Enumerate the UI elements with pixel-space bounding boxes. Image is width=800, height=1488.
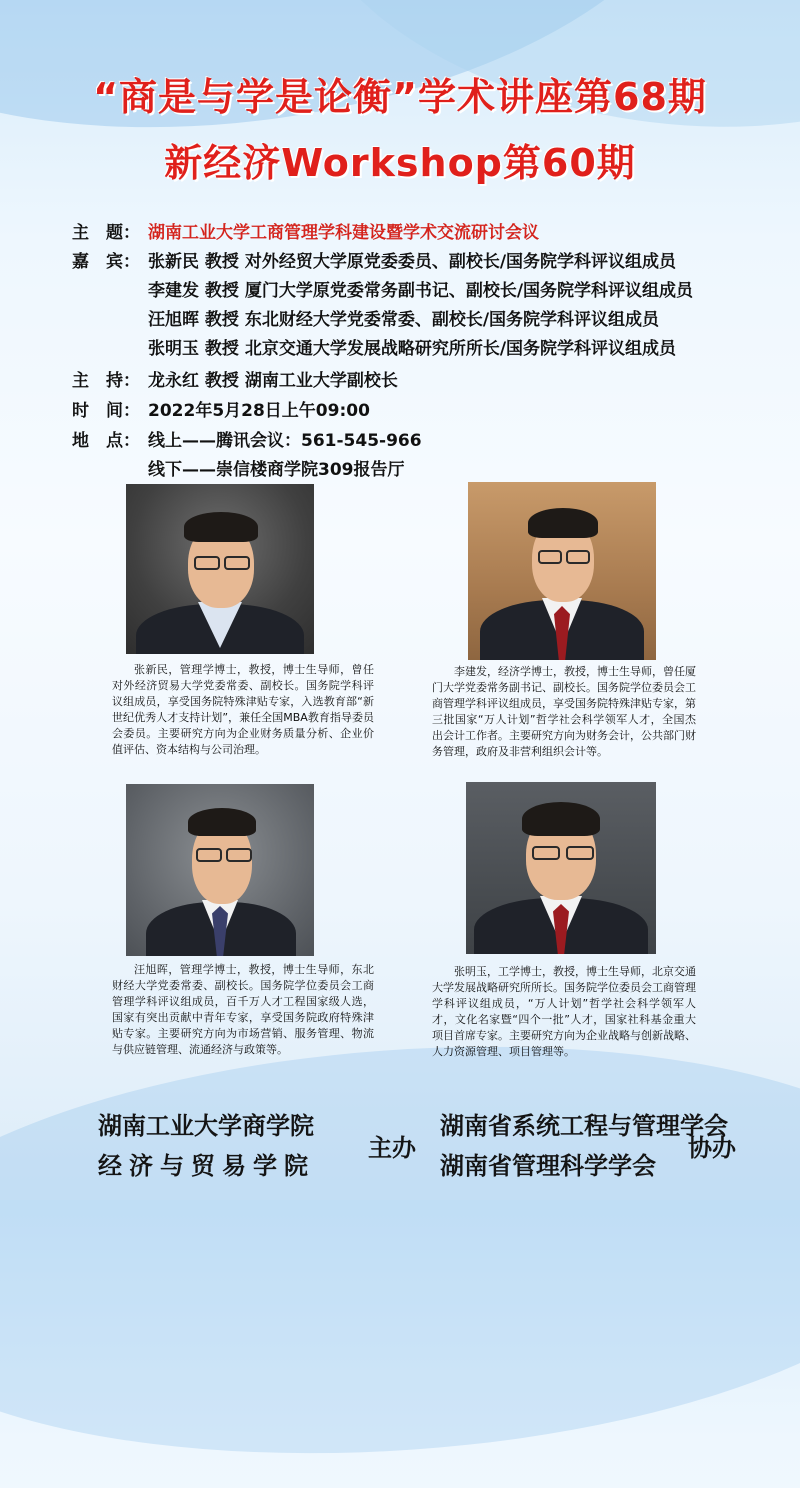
location-row bbox=[72, 426, 422, 451]
guest-bio-2: 李建发，经济学博士，教授，博士生导师，曾任厦门大学党委常务副书记、副校长。国务院学位委员会工商管理学科评议组成员，享受国务院特殊津贴专家，第三批国家“万人计划”哲学社会科学领军人才，全国杰出会计工作者。主要研究方向为财务会计，公共部门财务管理，政府及非营利组织会计等。 bbox=[432, 665, 696, 758]
host-role: 主办 bbox=[368, 1133, 416, 1162]
glasses-icon bbox=[566, 846, 594, 860]
photo-hair bbox=[184, 512, 258, 542]
glasses-icon bbox=[538, 550, 562, 564]
host-label: 主 持： bbox=[72, 371, 140, 391]
guests-row bbox=[72, 247, 676, 272]
glasses-icon bbox=[194, 556, 220, 570]
time-value: 2022年5月28日上午09:00 bbox=[148, 401, 370, 421]
co-org-2: 湖南省管理科学学会 bbox=[440, 1151, 656, 1180]
glasses-icon bbox=[226, 848, 252, 862]
guest-photo-1 bbox=[126, 484, 314, 654]
guest-item: 张新民 教授 对外经贸大学原党委委员、副校长/国务院学科评议组成员 bbox=[148, 252, 677, 272]
host-org-1: 湖南工业大学商学院 bbox=[98, 1111, 314, 1140]
photo-hair bbox=[528, 508, 598, 538]
poster-title-line1: “商是与学是论衡”学术讲座第68期 bbox=[93, 75, 707, 119]
location-online: 线上——腾讯会议：561-545-966 bbox=[148, 431, 422, 451]
glasses-icon bbox=[196, 848, 222, 862]
poster-title-line2: 新经济Workshop第60期 bbox=[164, 141, 636, 185]
guest-photo-4 bbox=[466, 782, 656, 954]
guest-item: 李建发 教授 厦门大学原党委常务副书记、副校长/国务院学科评议组成员 bbox=[148, 281, 694, 301]
guest-item: 汪旭晖 教授 东北财经大学党委常委、副校长/国务院学科评议组成员 bbox=[148, 310, 660, 330]
host-value: 龙永红 教授 湖南工业大学副校长 bbox=[148, 371, 398, 391]
photo-hair bbox=[188, 808, 256, 836]
guest-item: 张明玉 教授 北京交通大学发展战略研究所所长/国务院学科评议组成员 bbox=[148, 339, 677, 359]
location-offline: 线下——崇信楼商学院309报告厅 bbox=[148, 460, 405, 480]
guest-photo-3 bbox=[126, 784, 314, 956]
time-label: 时 间： bbox=[72, 401, 140, 421]
glasses-icon bbox=[224, 556, 250, 570]
time-row bbox=[72, 396, 370, 421]
background-wave bbox=[0, 1012, 800, 1488]
glasses-icon bbox=[566, 550, 590, 564]
location-label: 地 点： bbox=[72, 431, 140, 451]
co-org-1: 湖南省系统工程与管理学会 bbox=[440, 1111, 728, 1140]
guest-bio-4: 张明玉，工学博士，教授，博士生导师，北京交通大学发展战略研究所所长。国务院学位委员会工商管理学科评议组成员，“万人计划”哲学社会科学领军人才，文化名家暨“四个一批”人才，国家社科基金重大项目首席专家。主要研究方向为企业战略与创新战略、人力资源管理、项目管理等。 bbox=[432, 965, 696, 1058]
guest-bio-3: 汪旭晖，管理学博士，教授，博士生导师，东北财经大学党委常委、副校长。国务院学位委员会工商管理学科评议组成员，百千万人才工程国家级人选，国家有突出贡献中青年专家，享受国务院政府特殊津贴专家。主要研究方向为市场营销、服务管理、物流与供应链管理、流通经济与政策等。 bbox=[112, 963, 374, 1056]
glasses-icon bbox=[532, 846, 560, 860]
guest-photo-2 bbox=[468, 482, 656, 660]
theme-row bbox=[72, 218, 539, 243]
host-org-2: 经济与贸易学院 bbox=[98, 1151, 315, 1180]
guest-bio-1: 张新民，管理学博士，教授，博士生导师，曾任对外经济贸易大学党委常委、副校长。国务院学科评议组成员，享受国务院特殊津贴专家，入选教育部“新世纪优秀人才支持计划”，兼任全国MBA教育指导委员会委员。主要研究方向为企业财务质量分析、企业价值评估、资本结构与公司治理。 bbox=[112, 663, 374, 756]
photo-hair bbox=[522, 802, 600, 836]
host-row bbox=[72, 366, 398, 391]
theme-label: 主 题： bbox=[72, 223, 140, 243]
guests-label: 嘉 宾： bbox=[72, 252, 140, 272]
co-role: 协办 bbox=[688, 1133, 736, 1162]
theme-value: 湖南工业大学工商管理学科建设暨学术交流研讨会议 bbox=[148, 223, 539, 243]
